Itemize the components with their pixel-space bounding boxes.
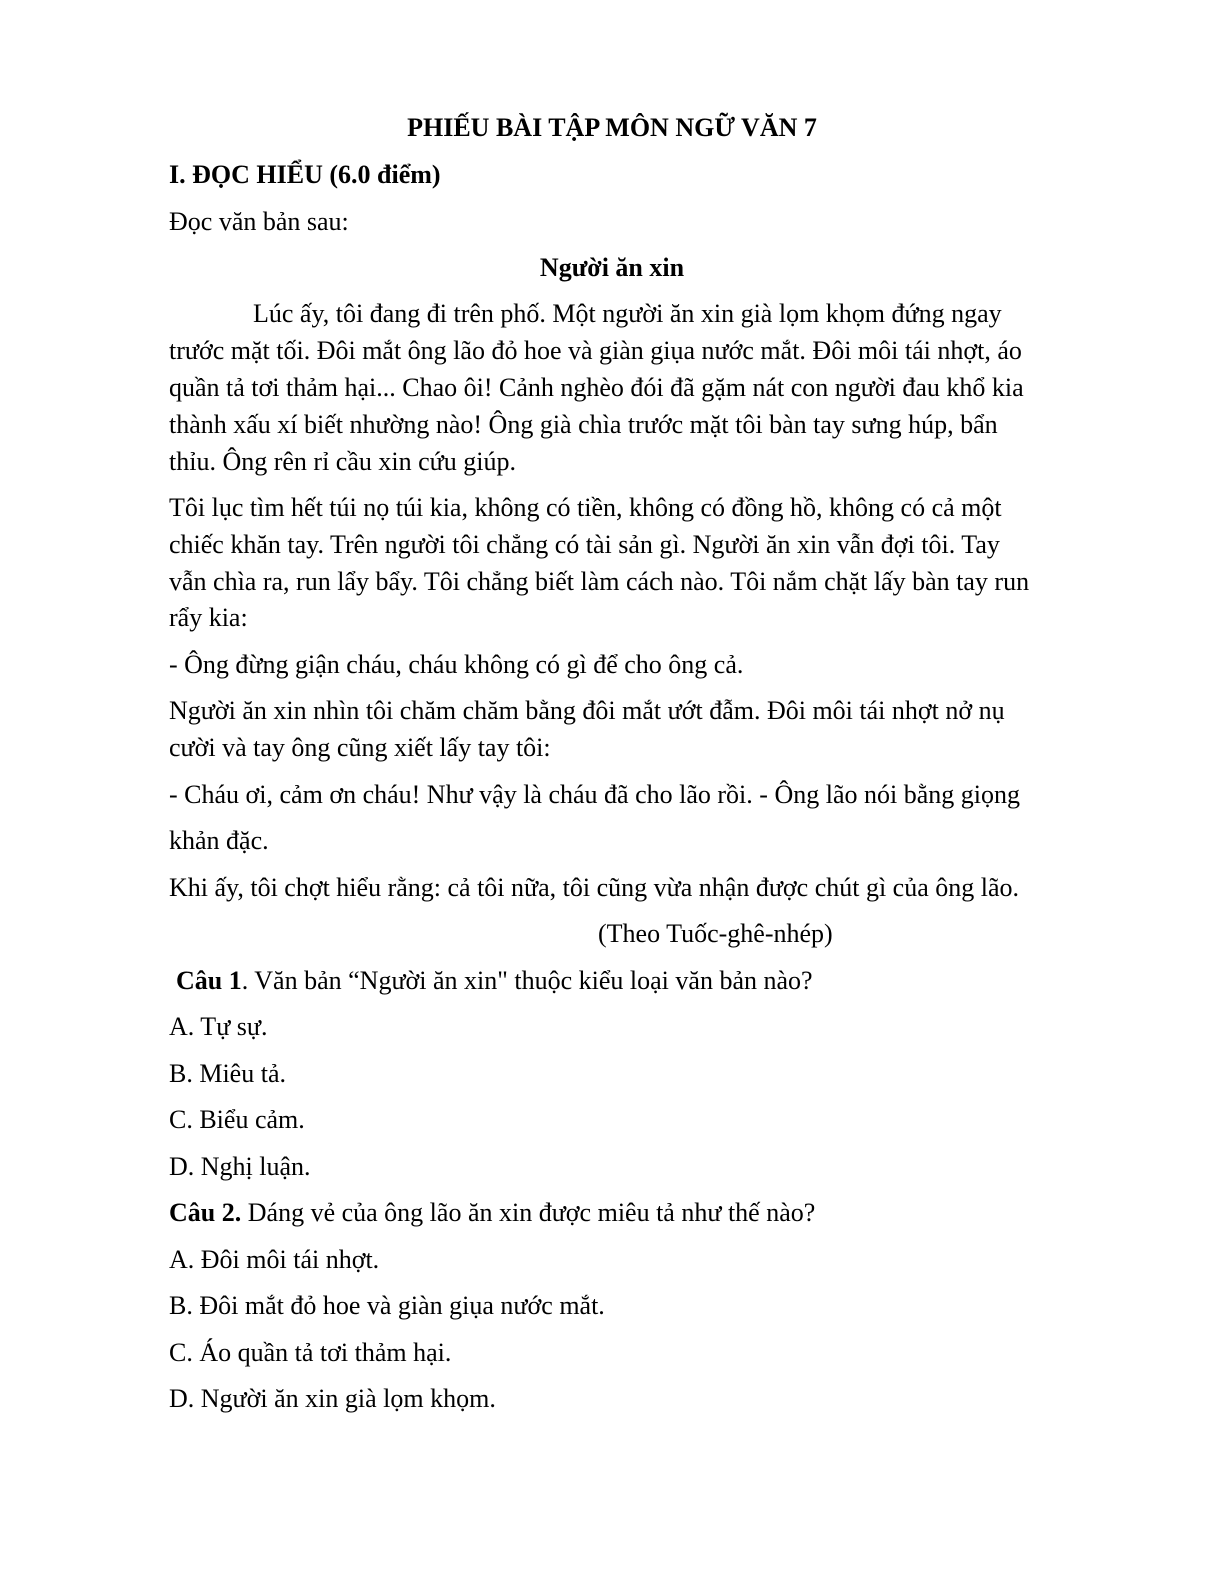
answer-option: B. Miêu tả. bbox=[169, 1059, 286, 1088]
story-line: Tôi lục tìm hết túi nọ túi kia, không có tiền, không có đồng hồ, không có cả một bbox=[169, 493, 1002, 522]
instruction-text: Đọc văn bản sau: bbox=[169, 207, 349, 236]
question-label: Câu 1 bbox=[176, 966, 242, 995]
answer-option: C. Biểu cảm. bbox=[169, 1105, 305, 1134]
answer-option: D. Người ăn xin già lọm khọm. bbox=[169, 1384, 496, 1413]
story-line: - Cháu ơi, cảm ơn cháu! Như vậy là cháu đã cho lão rồi. - Ông lão nói bằng giọng bbox=[169, 780, 1020, 809]
question-1 bbox=[176, 966, 813, 996]
answer-option: C. Áo quần tả tơi thảm hại. bbox=[169, 1338, 452, 1367]
answer-option: B. Đôi mắt đỏ hoe và giàn giụa nước mắt. bbox=[169, 1291, 605, 1320]
story-line: Khi ấy, tôi chợt hiểu rằng: cả tôi nữa, tôi cũng vừa nhận được chút gì của ông lão. bbox=[169, 873, 1020, 902]
story-line: trước mặt tối. Đôi mắt ông lão đỏ hoe và giàn giụa nước mắt. Đôi môi tái nhợt, áo bbox=[169, 336, 1022, 365]
question-text: . Văn bản “Người ăn xin" thuộc kiểu loại văn bản nào? bbox=[241, 966, 813, 995]
story-line: khản đặc. bbox=[169, 826, 269, 855]
story-line: vẫn chìa ra, run lẩy bẩy. Tôi chẳng biết làm cách nào. Tôi nắm chặt lấy bàn tay run bbox=[169, 567, 1030, 596]
worksheet-title: PHIẾU BÀI TẬP MÔN NGỮ VĂN 7 bbox=[407, 113, 817, 142]
source-attribution: (Theo Tuốc-ghê-nhép) bbox=[598, 919, 833, 948]
story-line: Lúc ấy, tôi đang đi trên phố. Một người ăn xin già lọm khọm đứng ngay bbox=[253, 299, 1002, 328]
story-line: rẩy kia: bbox=[169, 603, 248, 632]
story-line: quần tả tơi thảm hại... Chao ôi! Cảnh nghèo đói đã gặm nát con người đau khổ kia bbox=[169, 373, 1024, 402]
section-heading: I. ĐỌC HIỂU (6.0 điểm) bbox=[169, 160, 441, 189]
question-text: Dáng vẻ của ông lão ăn xin được miêu tả như thế nào? bbox=[241, 1198, 816, 1227]
question-2 bbox=[169, 1198, 815, 1228]
story-line: thỉu. Ông rên rỉ cầu xin cứu giúp. bbox=[169, 447, 516, 476]
answer-option: D. Nghị luận. bbox=[169, 1152, 311, 1181]
answer-option: A. Tự sự. bbox=[169, 1012, 268, 1041]
story-line: Người ăn xin nhìn tôi chăm chăm bằng đôi mắt ướt đẫm. Đôi môi tái nhợt nở nụ bbox=[169, 696, 1005, 725]
story-line: cười và tay ông cũng xiết lấy tay tôi: bbox=[169, 733, 551, 762]
question-label: Câu 2. bbox=[169, 1198, 242, 1227]
answer-option: A. Đôi môi tái nhợt. bbox=[169, 1245, 380, 1274]
story-line: - Ông đừng giận cháu, cháu không có gì để cho ông cả. bbox=[169, 650, 744, 679]
story-title: Người ăn xin bbox=[539, 253, 685, 282]
story-line: thành xấu xí biết nhường nào! Ông già chìa trước mặt tôi bàn tay sưng húp, bẩn bbox=[169, 410, 998, 439]
story-line: chiếc khăn tay. Trên người tôi chẳng có tài sản gì. Người ăn xin vẫn đợi tôi. Tay bbox=[169, 530, 1000, 559]
